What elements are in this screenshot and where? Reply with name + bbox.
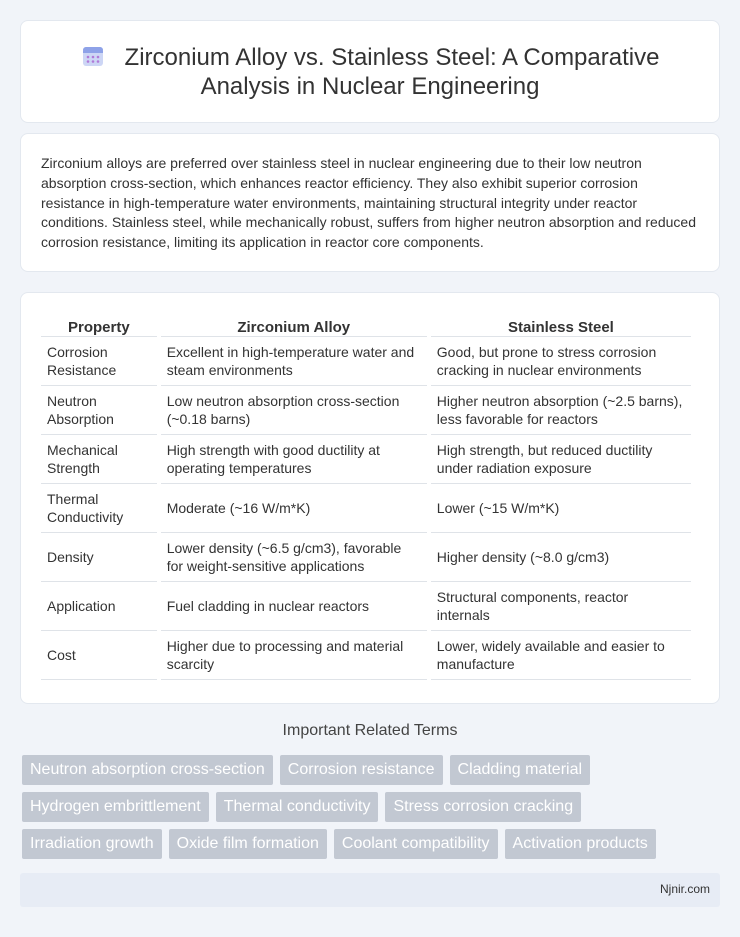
stainless-cell: Higher density (~8.0 g/cm3) — [431, 533, 691, 582]
table-row — [41, 484, 691, 533]
zirconium-cell: High strength with good ductility at operating temperatures — [161, 435, 427, 484]
stainless-cell: Lower (~15 W/m*K) — [431, 484, 691, 533]
footer-site-link[interactable]: Njnir.com — [659, 882, 710, 896]
table-row — [41, 582, 691, 631]
tag-row — [22, 755, 722, 785]
zirconium-cell: Low neutron absorption cross-section (~0.18 barns) — [161, 386, 427, 435]
term-tag[interactable]: Neutron absorption cross-section — [22, 755, 273, 785]
term-tag[interactable]: Thermal conductivity — [216, 792, 379, 822]
intro-card — [20, 133, 720, 272]
intro-paragraph: Zirconium alloys are preferred over stainless steel in nuclear engineering due to their low neutron absorption cross-section, which enhances reactor efficiency. They also exhibit superior corrosion resistance in high-temperature water environments, maintaining structural integrity under reactor conditions. Stainless steel, while mechanically robust, suffers from higher neutron absorption and reduced corrosion resistance, limiting its application in reactor core components. — [41, 155, 696, 251]
term-tag[interactable]: Cladding material — [450, 755, 591, 785]
property-cell: Corrosion Resistance — [41, 337, 157, 386]
zirconium-cell: Fuel cladding in nuclear reactors — [161, 582, 427, 631]
tag-row — [22, 792, 722, 822]
header-stainless: Stainless Steel — [431, 313, 691, 337]
property-cell: Mechanical Strength — [41, 435, 157, 484]
property-cell: Application — [41, 582, 157, 631]
stainless-cell: High strength, but reduced ductility under radiation exposure — [431, 435, 691, 484]
zirconium-cell: Excellent in high-temperature water and steam environments — [161, 337, 427, 386]
term-tag[interactable]: Activation products — [505, 829, 656, 859]
stainless-cell: Good, but prone to stress corrosion cracking in nuclear environments — [431, 337, 691, 386]
term-tag[interactable]: Oxide film formation — [169, 829, 327, 859]
header-property: Property — [41, 313, 157, 337]
property-cell: Neutron Absorption — [41, 386, 157, 435]
table-row — [41, 631, 691, 680]
calendar-icon — [81, 44, 105, 68]
title-card — [20, 20, 720, 123]
property-cell: Thermal Conductivity — [41, 484, 157, 533]
title-line-1: Zirconium Alloy vs. Stainless Steel: A Comparative — [124, 44, 660, 71]
table-row — [41, 386, 691, 435]
page-title — [21, 43, 719, 101]
related-terms-heading: Important Related Terms — [282, 722, 458, 739]
term-tag[interactable]: Coolant compatibility — [334, 829, 498, 859]
zirconium-cell: Higher due to processing and material scarcity — [161, 631, 427, 680]
stainless-cell: Higher neutron absorption (~2.5 barns), less favorable for reactors — [431, 386, 691, 435]
stainless-cell: Lower, widely available and easier to manufacture — [431, 631, 691, 680]
footer — [20, 873, 720, 907]
property-cell: Density — [41, 533, 157, 582]
title-line-2: Analysis in Nuclear Engineering — [200, 73, 540, 100]
header-zirconium: Zirconium Alloy — [161, 313, 427, 337]
comparison-table — [37, 313, 695, 680]
table-row — [41, 533, 691, 582]
table-row — [41, 435, 691, 484]
table-row — [41, 337, 691, 386]
stainless-cell: Structural components, reactor internals — [431, 582, 691, 631]
zirconium-cell: Lower density (~6.5 g/cm3), favorable for weight-sensitive applications — [161, 533, 427, 582]
term-tag[interactable]: Corrosion resistance — [280, 755, 443, 785]
term-tag[interactable]: Hydrogen embrittlement — [22, 792, 209, 822]
zirconium-cell: Moderate (~16 W/m*K) — [161, 484, 427, 533]
table-header-row — [41, 313, 691, 337]
term-tag[interactable]: Irradiation growth — [22, 829, 162, 859]
tag-row — [22, 829, 722, 859]
term-tag[interactable]: Stress corrosion cracking — [385, 792, 581, 822]
related-terms-list — [22, 755, 722, 866]
property-cell: Cost — [41, 631, 157, 680]
comparison-card — [20, 292, 720, 704]
